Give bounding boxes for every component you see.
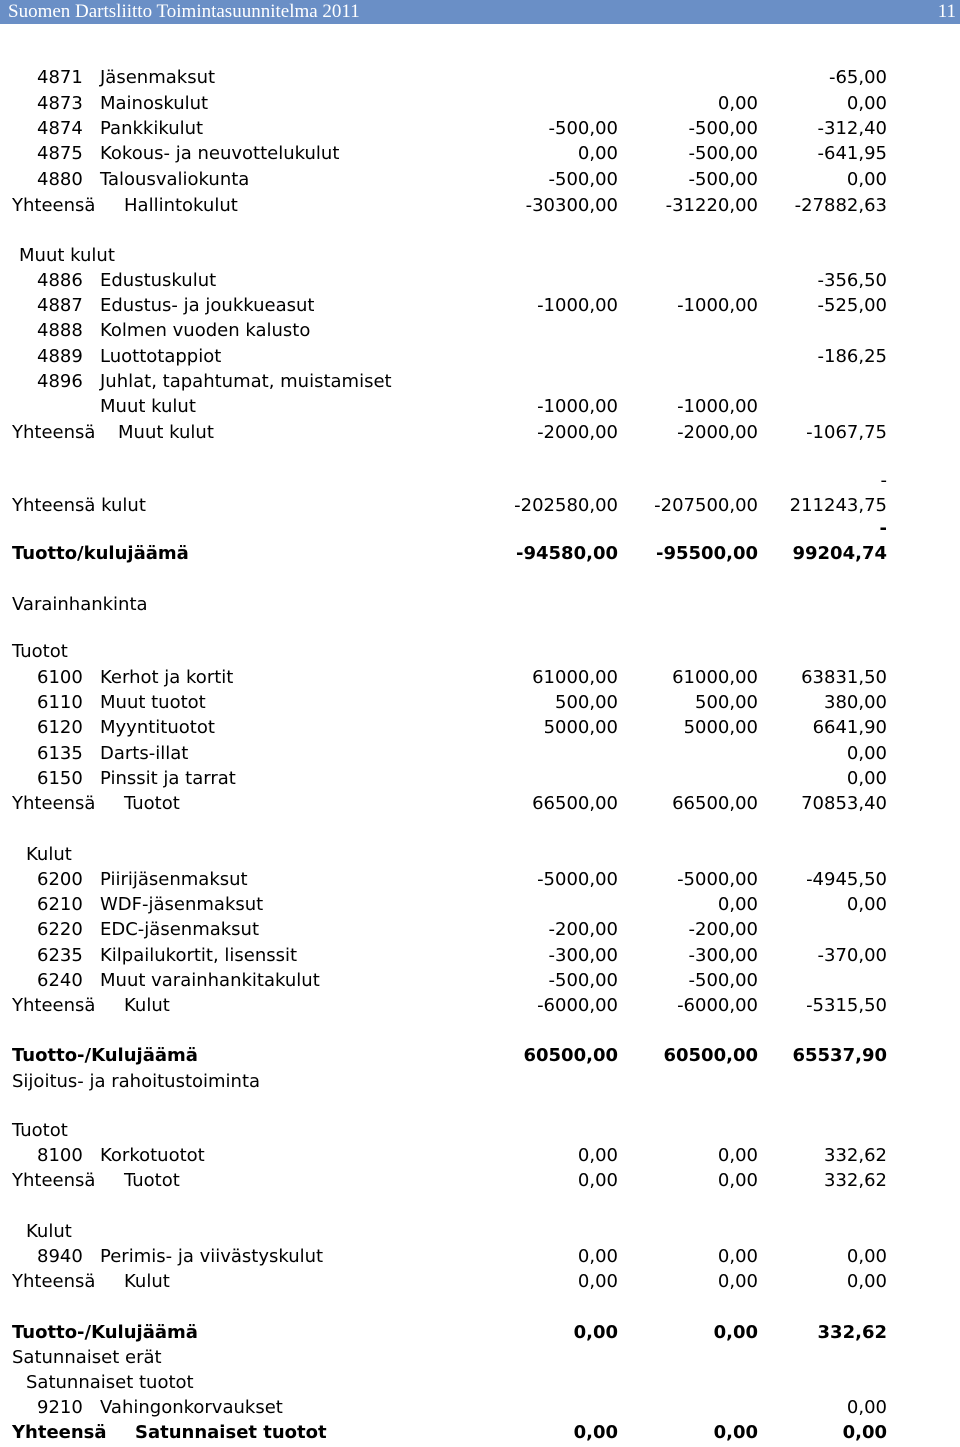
account-code: 6240 — [37, 970, 83, 991]
actual-value: -525,00 — [817, 295, 887, 316]
total-value: -202580,00 — [514, 495, 618, 516]
total-name: Kulut — [124, 995, 170, 1016]
account-name: Muut kulut — [100, 396, 196, 417]
budget-value: 61000,00 — [532, 667, 618, 688]
account-name: Muut tuotot — [100, 692, 206, 713]
account-name: Kerhot ja kortit — [100, 667, 234, 688]
total-name: Tuotot — [124, 1170, 180, 1191]
total-value: -27882,63 — [794, 195, 887, 216]
result-value: 60500,00 — [663, 1045, 758, 1066]
account-name: Korkotuotot — [100, 1145, 205, 1166]
account-name: Darts-illat — [100, 743, 189, 764]
account-code: 4886 — [37, 270, 83, 291]
account-code: 4889 — [37, 346, 83, 367]
total-value: -2000,00 — [677, 422, 758, 443]
actual-value: 0,00 — [846, 768, 887, 789]
actual-value: 332,62 — [824, 1145, 887, 1166]
actual-value: -65,00 — [828, 67, 887, 88]
account-code: 4896 — [37, 371, 83, 392]
result-label: Tuotto-/Kulujäämä — [12, 1045, 198, 1066]
total-value: 332,62 — [824, 1170, 887, 1191]
result-value: -94580,00 — [516, 543, 618, 564]
section-heading: Sijoitus- ja rahoitustoiminta — [12, 1071, 261, 1092]
actual-value: -370,00 — [817, 945, 887, 966]
account-name: Talousvaliokunta — [100, 169, 250, 190]
actual-value: -4945,50 — [806, 869, 887, 890]
account-name: Muut varainhankitakulut — [100, 970, 320, 991]
result-value: -95500,00 — [656, 543, 758, 564]
budget-value: -300,00 — [548, 945, 618, 966]
budget-value: 0,00 — [577, 1246, 618, 1267]
account-name: WDF-jäsenmaksut — [100, 894, 264, 915]
total-value: -207500,00 — [654, 495, 758, 516]
total-value: 0,00 — [846, 1271, 887, 1292]
budget-value: -500,00 — [548, 169, 618, 190]
actual-value: 0,00 — [846, 894, 887, 915]
account-name: Edustus- ja joukkueasut — [100, 295, 315, 316]
total-value: 66500,00 — [532, 793, 618, 814]
budget-value: -500,00 — [688, 118, 758, 139]
subsection-heading: Tuotot — [12, 1120, 68, 1141]
total-label: Yhteensä — [12, 995, 96, 1016]
total-label: Yhteensä kulut — [12, 495, 146, 516]
account-name: Mainoskulut — [100, 93, 209, 114]
account-name: Edustuskulut — [100, 270, 217, 291]
account-code: 4875 — [37, 143, 83, 164]
document-title: Suomen Dartsliitto Toimintasuunnitelma 2011 — [8, 1, 360, 22]
total-value: -6000,00 — [537, 995, 618, 1016]
total-value: -30300,00 — [525, 195, 618, 216]
actual-value: -186,25 — [817, 346, 887, 367]
subsection-heading: Kulut — [26, 844, 72, 865]
account-code: 4873 — [37, 93, 83, 114]
total-value: -5315,50 — [806, 995, 887, 1016]
actual-value: 0,00 — [846, 93, 887, 114]
total-label: Yhteensä — [12, 195, 96, 216]
budget-value: 5000,00 — [543, 717, 618, 738]
total-label: Yhteensä — [12, 1170, 96, 1191]
account-name: Kilpailukortit, lisenssit — [100, 945, 298, 966]
negative-sign: - — [880, 470, 887, 491]
total-value: 0,00 — [717, 1271, 758, 1292]
account-name: Juhlat, tapahtumat, muistamiset — [100, 371, 392, 392]
account-code: 6220 — [37, 919, 83, 940]
total-value: -6000,00 — [677, 995, 758, 1016]
budget-value: 500,00 — [555, 692, 618, 713]
total-name: Hallintokulut — [124, 195, 238, 216]
result-value: 332,62 — [817, 1322, 887, 1343]
account-code: 8940 — [37, 1246, 83, 1267]
budget-value: -5000,00 — [677, 869, 758, 890]
budget-value: -1000,00 — [537, 396, 618, 417]
section-heading: Satunnaiset erät — [12, 1347, 162, 1368]
account-code: 6200 — [37, 869, 83, 890]
account-code: 6210 — [37, 894, 83, 915]
actual-value: 6641,90 — [812, 717, 887, 738]
total-name: Satunnaiset tuotot — [135, 1422, 327, 1443]
account-code: 6135 — [37, 743, 83, 764]
account-name: Myyntituotot — [100, 717, 215, 738]
total-value: 70853,40 — [801, 793, 887, 814]
actual-value: 0,00 — [846, 169, 887, 190]
budget-value: 61000,00 — [672, 667, 758, 688]
account-name: Piirijäsenmaksut — [100, 869, 248, 890]
total-label: Yhteensä — [12, 422, 96, 443]
account-name: EDC-jäsenmaksut — [100, 919, 260, 940]
account-name: Pankkikulut — [100, 118, 204, 139]
total-value: 0,00 — [713, 1422, 758, 1443]
budget-value: -1000,00 — [537, 295, 618, 316]
budget-value: 5000,00 — [683, 717, 758, 738]
total-label: Yhteensä — [12, 793, 96, 814]
total-value: 0,00 — [577, 1271, 618, 1292]
total-name: Kulut — [124, 1271, 170, 1292]
budget-value: -500,00 — [688, 970, 758, 991]
total-name: Tuotot — [124, 793, 180, 814]
subsection-heading: Kulut — [26, 1221, 72, 1242]
account-code: 6150 — [37, 768, 83, 789]
budget-value: -500,00 — [548, 970, 618, 991]
account-name: Kokous- ja neuvottelukulut — [100, 143, 340, 164]
result-label: Tuotto-/Kulujäämä — [12, 1322, 198, 1343]
result-value: 0,00 — [713, 1322, 758, 1343]
account-code: 4880 — [37, 169, 83, 190]
budget-value: -1000,00 — [677, 295, 758, 316]
budget-value: 0,00 — [577, 1145, 618, 1166]
result-value: 60500,00 — [523, 1045, 618, 1066]
budget-value: -300,00 — [688, 945, 758, 966]
total-value: 66500,00 — [672, 793, 758, 814]
actual-value: -312,40 — [817, 118, 887, 139]
subsection-heading: Tuotot — [12, 641, 68, 662]
budget-value: 0,00 — [717, 1246, 758, 1267]
actual-value: 0,00 — [846, 1397, 887, 1418]
actual-value: -356,50 — [817, 270, 887, 291]
account-name: Kolmen vuoden kalusto — [100, 320, 311, 341]
account-name: Perimis- ja viivästyskulut — [100, 1246, 324, 1267]
account-code: 9210 — [37, 1397, 83, 1418]
account-code: 6100 — [37, 667, 83, 688]
result-value: 99204,74 — [792, 543, 887, 564]
account-name: Vahingonkorvaukset — [100, 1397, 283, 1418]
actual-value: 63831,50 — [801, 667, 887, 688]
page-number: 11 — [937, 1, 956, 22]
account-code: 6120 — [37, 717, 83, 738]
total-name: Muut kulut — [118, 422, 214, 443]
budget-value: -200,00 — [548, 919, 618, 940]
subsection-heading: Satunnaiset tuotot — [26, 1372, 194, 1393]
budget-value: 0,00 — [717, 894, 758, 915]
result-label: Tuotto/kulujäämä — [12, 543, 189, 564]
account-name: Luottotappiot — [100, 346, 222, 367]
total-value: 0,00 — [573, 1422, 618, 1443]
total-value: -1067,75 — [806, 422, 887, 443]
total-label: Yhteensä — [12, 1271, 96, 1292]
budget-value: -500,00 — [688, 169, 758, 190]
total-value: 0,00 — [842, 1422, 887, 1443]
budget-value: 0,00 — [577, 143, 618, 164]
budget-value: 500,00 — [695, 692, 758, 713]
total-value: -31220,00 — [665, 195, 758, 216]
actual-value: 0,00 — [846, 1246, 887, 1267]
account-name: Jäsenmaksut — [100, 67, 216, 88]
total-value: -2000,00 — [537, 422, 618, 443]
budget-value: -500,00 — [548, 118, 618, 139]
page-header — [0, 0, 960, 24]
budget-value: -200,00 — [688, 919, 758, 940]
budget-value: -500,00 — [688, 143, 758, 164]
total-value: 0,00 — [577, 1170, 618, 1191]
actual-value: 380,00 — [824, 692, 887, 713]
account-code: 6110 — [37, 692, 83, 713]
account-code: 4887 — [37, 295, 83, 316]
total-value: 0,00 — [717, 1170, 758, 1191]
result-value: 65537,90 — [792, 1045, 887, 1066]
total-label: Yhteensä — [12, 1422, 107, 1443]
budget-value: -1000,00 — [677, 396, 758, 417]
actual-value: -641,95 — [817, 143, 887, 164]
account-name: Pinssit ja tarrat — [100, 768, 236, 789]
budget-value: 0,00 — [717, 93, 758, 114]
budget-value: 0,00 — [717, 1145, 758, 1166]
account-code: 8100 — [37, 1145, 83, 1166]
actual-value: 0,00 — [846, 743, 887, 764]
result-value: 0,00 — [573, 1322, 618, 1343]
account-code: 4874 — [37, 118, 83, 139]
account-code: 4888 — [37, 320, 83, 341]
section-heading: Varainhankinta — [12, 594, 148, 615]
account-code: 6235 — [37, 945, 83, 966]
account-code: 4871 — [37, 67, 83, 88]
total-value: 211243,75 — [789, 495, 887, 516]
negative-sign: - — [879, 518, 887, 539]
budget-value: -5000,00 — [537, 869, 618, 890]
section-heading: Muut kulut — [19, 245, 115, 266]
